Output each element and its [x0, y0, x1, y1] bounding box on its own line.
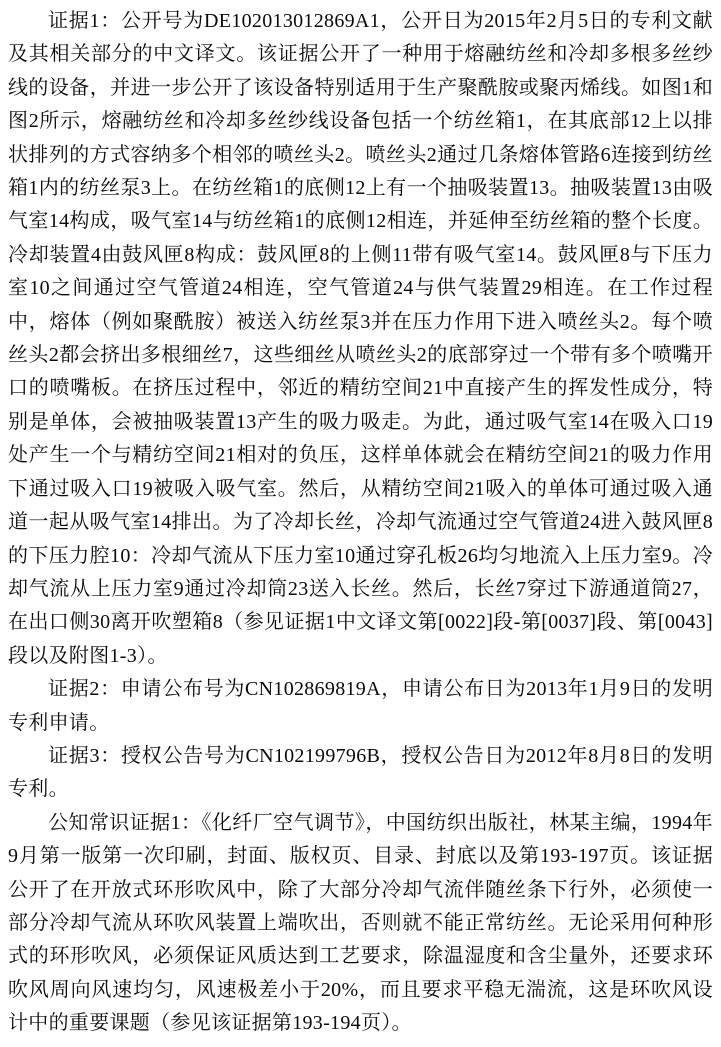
paragraph-evidence-1: 证据1：公开号为DE102013012869A1，公开日为2015年2月5日的专利文献及其相关部分的中文译文。该证据公开了一种用于熔融纺丝和冷却多根多丝纱线的设备，并进一步公开了该设备特别适用于生产聚酰胺或聚丙烯线。如图1和图2所示，熔融纺丝和冷却多丝纱线设备包括一个纺丝箱1，在其底部12上以排状排列的方式容纳多个相邻的喷丝头2。喷丝头2通过几条熔体管路6连接到纺丝箱1内的纺丝泵3上。在纺丝箱1的底侧12上有一个抽吸装置13。抽吸装置13由吸气室14构成，吸气室14与纺丝箱1的底侧12相连，并延伸至纺丝箱的整个长度。冷却装置4由鼓风匣8构成：鼓风匣8的上侧11带有吸气室14。鼓风匣8与下压力室10之间通过空气管道24相连，空气管道24与供气装置29相连。在工作过程中，熔体（例如聚酰胺）被送入纺丝泵3并在压力作用下进入喷丝头2。每个喷丝头2都会挤出多根细丝7，这些细丝从喷丝头2的底部穿过一个带有多个喷嘴开口的喷嘴板。在挤压过程中，邻近的精纺空间21中直接产生的挥发性成分，特别是单体，会被抽吸装置13产生的吸力吸走。为此，通过吸气室14在吸入口19处产生一个与精纺空间21相对的负压，这样单体就会在精纺空间21的吸力作用下通过吸入口19被吸入吸气室。然后，从精纺空间21吸入的单体可通过吸入通道一起从吸气室14排出。为了冷却长丝，冷却气流通过空气管道24进入鼓风匣8的下压力腔10：冷却气流从下压力室10通过穿孔板26均匀地流入上压力室9。冷却气流从上压力室9通过冷却筒23送入长丝。然后，长丝7穿过下游通道筒27，在出口侧30离开吹塑箱8（参见证据1中文译文第[0022]段-第[0037]段、第[0043]段以及附图1-3）。: [8, 10, 713, 667]
paragraph-common-knowledge-evidence-1: 公知常识证据1：《化纤厂空气调节》，中国纺织出版社，林某主编，1994年9月第一版第一次印刷，封面、版权页、目录、封底以及第193-197页。该证据公开了在开放式环形吹风中，除了大部分冷却气流伴随丝条下行外，必须使一部分冷却气流从环吹风装置上端吹出，否则就不能正常纺丝。无论采用何种形式的环形吹风，必须保证风质达到工艺要求，除温湿度和含尘量外，还要求环吹风周向风速均匀，风速极差小于20%，而且要求平稳无湍流，这是环吹风设计中的重要课题（参见该证据第193-194页）。: [8, 811, 713, 1035]
paragraph-evidence-3: 证据3：授权公告号为CN102199796B，授权公告日为2012年8月8日的发明专利。: [8, 744, 713, 801]
paragraph-evidence-2: 证据2：申请公布号为CN102869819A，申请公布日为2013年1月9日的发明专利申请。: [8, 678, 713, 734]
